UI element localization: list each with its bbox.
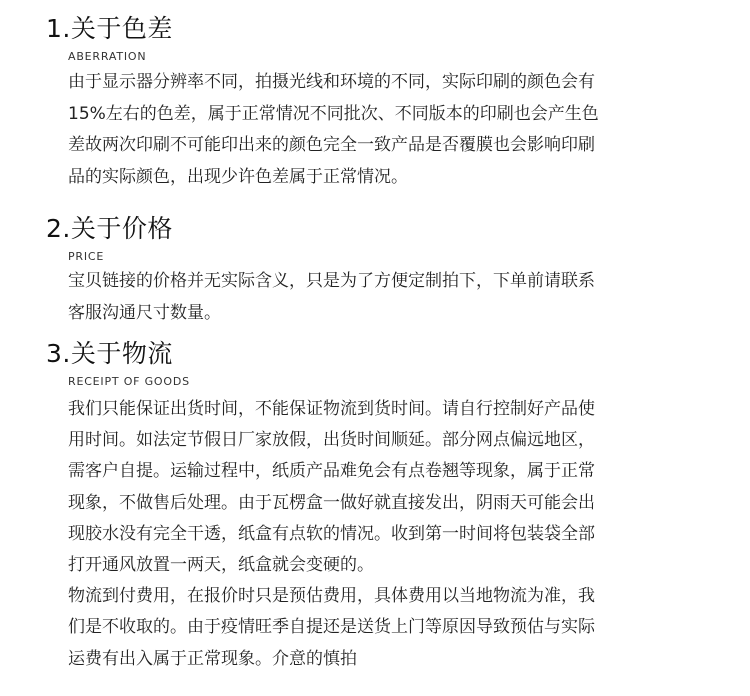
body-line: 用时间。如法定节假日厂家放假，出货时间顺延。部分网点偏远地区， [68,430,595,451]
body-line: 宝贝链接的价格并无实际含义，只是为了方便定制拍下，下单前请联系 [68,271,595,291]
body-line: 物流到付费用，在报价时只是预估费用，具体费用以当地物流为准，我 [68,586,595,607]
section-heading: 3.关于物流 [46,339,173,368]
section-logistics [0,335,750,675]
section-subtitle: ABERRATION [68,50,147,63]
body-line: 由于显示器分辨率不同，拍摄光线和环境的不同，实际印刷的颜色会有 [68,72,595,92]
section-heading: 2.关于价格 [46,214,173,243]
body-line: 我们只能保证出货时间，不能保证物流到货时间。请自行控制好产品使 [68,399,595,419]
section-subtitle: RECEIPT OF GOODS [68,375,190,388]
body-line: 需客户自提。运输过程中，纸质产品难免会有点卷翘等现象，属于正常 [68,461,595,482]
section-body [0,394,750,675]
body-line: 打开通风放置一两天，纸盒就会变硬的。 [68,555,374,576]
section-subtitle: PRICE [68,250,105,263]
section-price [0,210,750,329]
body-line: 现胶水没有完全干透，纸盒有点软的情况。收到第一时间将包装袋全部 [68,523,595,544]
body-line: 现象，不做售后处理。由于瓦楞盒一做好就直接发出，阴雨天可能会出 [68,492,595,513]
section-heading: 1.关于色差 [46,14,173,43]
body-line: 们是不收取的。由于疫情旺季自提还是送货上门等原因导致预估与实际 [68,617,595,638]
body-line: 运费有出入属于正常现象。介意的慎拍 [68,648,357,669]
body-line: 客服沟通尺寸数量。 [68,302,221,323]
section-body [0,266,750,329]
section-color-difference [0,10,750,193]
body-line: 15%左右的色差，属于正常情况不同批次、不同版本的印刷也会产生色 [68,103,599,124]
body-line: 差故两次印刷不可能印出来的颜色完全一致产品是否覆膜也会影响印刷 [68,135,595,155]
section-body [0,67,750,193]
body-line: 品的实际颜色，出现少许色差属于正常情况。 [68,166,408,187]
